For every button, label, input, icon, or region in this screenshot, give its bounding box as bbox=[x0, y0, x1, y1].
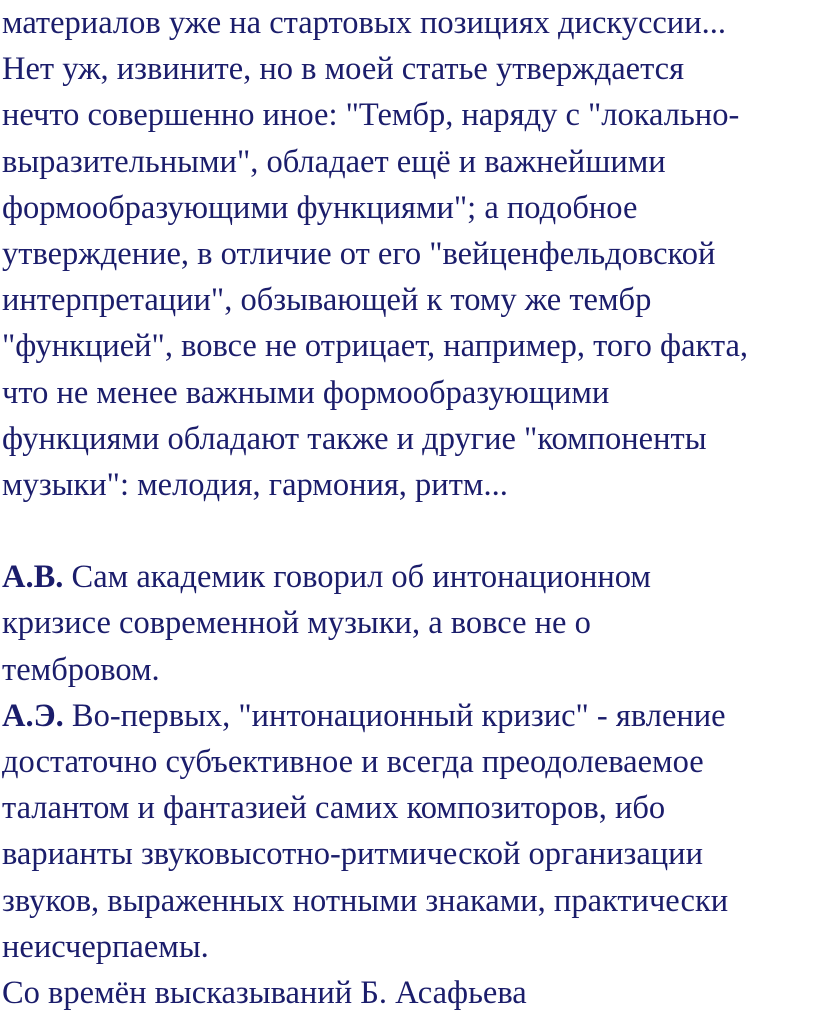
text-line: Нет уж, извините, но в моей статье утверждается bbox=[2, 51, 685, 88]
text-line: функциями обладают также и другие "компоненты bbox=[2, 420, 707, 457]
text-line: достаточно субъективное и всегда преодолеваемое bbox=[2, 744, 704, 780]
text-line: что не менее важными формообразующими bbox=[2, 374, 610, 411]
text-line: Со времён высказываний Б. Асафьева bbox=[2, 974, 527, 1011]
text-line: варианты звуковысотно-ритмической организации bbox=[2, 836, 703, 873]
text-line: кризисе современной музыки, а вовсе не о bbox=[2, 605, 591, 642]
text-line: тембровом. bbox=[2, 651, 160, 688]
text-line: неисчерпаемы. bbox=[2, 928, 209, 965]
dialogue-text: Во-первых, "интонационный кризис" - явление bbox=[63, 697, 726, 734]
text-line: формообразующими функциями"; а подобное bbox=[2, 189, 638, 226]
text-line: звуков, выраженных нотными знаками, практически bbox=[2, 882, 729, 919]
text-line: талантом и фантазией самих композиторов, ибо bbox=[2, 790, 666, 827]
speaker-label-av: А.В. bbox=[2, 559, 64, 596]
speaker-label-ae: А.Э. bbox=[2, 697, 64, 734]
paragraph-gap bbox=[2, 508, 814, 554]
document-page bbox=[2, 0, 814, 1016]
text-line: нечто совершенно иное: "Тембр, наряду с "локально- bbox=[2, 97, 740, 134]
text-line: интерпретации", обзывающей к тому же тембр bbox=[2, 282, 652, 319]
text-line: музыки": мелодия, гармония, ритм... bbox=[2, 466, 508, 503]
text-line: утверждение, в отличие от его "вейценфельдовской bbox=[2, 235, 716, 272]
dialogue-line-ae bbox=[2, 693, 814, 739]
dialogue-line-av bbox=[2, 554, 814, 600]
dialogue-text: Сам академик говорил об интонационном bbox=[63, 559, 651, 596]
text-line: материалов уже на стартовых позициях дискуссии... bbox=[2, 5, 726, 41]
text-line: выразительными", обладает ещё и важнейшими bbox=[2, 143, 666, 180]
text-line: "функцией", вовсе не отрицает, например, того факта, bbox=[2, 328, 749, 365]
